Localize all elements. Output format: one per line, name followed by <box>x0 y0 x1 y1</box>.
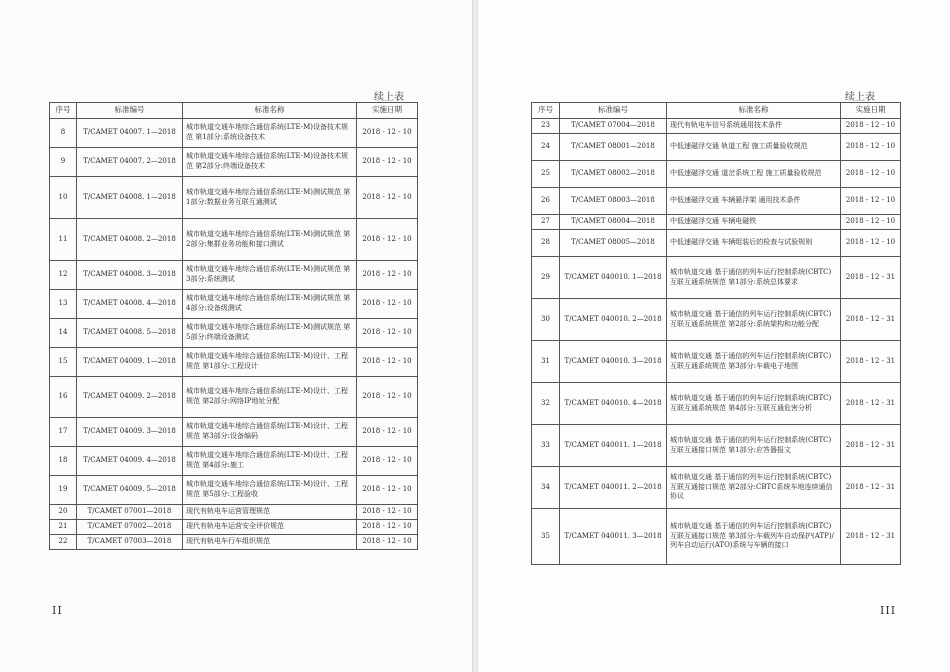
standard-name: 城市轨道交通 基于通信的列车运行控制系统(CBTC)互联互通系统规范 第2部分:系统架构和功能分配 <box>667 299 841 341</box>
table-row <box>50 505 418 520</box>
row-number: 23 <box>532 119 560 134</box>
standard-code: T/CAMET 08001—2018 <box>560 134 667 161</box>
row-number: 34 <box>532 467 560 509</box>
right-standards-table <box>531 102 901 565</box>
table-row <box>50 148 418 177</box>
standard-name: 城市轨道交通 基于通信的列车运行控制系统(CBTC)互联互通接口规范 第2部分:CBTC系统车地连续通信协议 <box>667 467 841 509</box>
row-number: 30 <box>532 299 560 341</box>
table-row <box>50 520 418 535</box>
table-row <box>50 219 418 261</box>
standard-code: T/CAMET 04008. 5—2018 <box>77 319 183 348</box>
implementation-date: 2018 - 12 - 31 <box>841 425 901 467</box>
table-row <box>532 230 901 257</box>
implementation-date: 2018 - 12 - 10 <box>357 348 418 377</box>
table-row <box>50 290 418 319</box>
standard-name: 城市轨道交通 基于通信的列车运行控制系统(CBTC)互联互通系统规范 第4部分:互联互通危害分析 <box>667 383 841 425</box>
standard-code: T/CAMET 07003—2018 <box>77 535 183 550</box>
standard-code: T/CAMET 04008. 1—2018 <box>77 177 183 219</box>
standard-name: 城市轨道交通 基于通信的列车运行控制系统(CBTC)互联互通接口规范 第3部分:车载列车自动保护(ATP)/列车自动运行(ATO)系统与车辆的接口 <box>667 509 841 565</box>
table-row <box>532 299 901 341</box>
table-row <box>532 119 901 134</box>
implementation-date: 2018 - 12 - 10 <box>841 119 901 134</box>
header-no: 序号 <box>50 103 77 119</box>
row-number: 31 <box>532 341 560 383</box>
table-row <box>50 535 418 550</box>
standard-name: 城市轨道交通 基于通信的列车运行控制系统(CBTC)互联互通接口规范 第1部分:应答器报文 <box>667 425 841 467</box>
standard-name: 城市轨道交通车地综合通信系统(LTE-M)测试规范 第4部分:设备级测试 <box>183 290 357 319</box>
implementation-date: 2018 - 12 - 10 <box>357 476 418 505</box>
implementation-date: 2018 - 12 - 10 <box>357 520 418 535</box>
header-code: 标准编号 <box>77 103 183 119</box>
standard-code: T/CAMET 07002—2018 <box>77 520 183 535</box>
standard-code: T/CAMET 040011. 3—2018 <box>560 509 667 565</box>
row-number: 12 <box>50 261 77 290</box>
implementation-date: 2018 - 12 - 10 <box>357 447 418 476</box>
table-row <box>532 134 901 161</box>
row-number: 8 <box>50 119 77 148</box>
standard-code: T/CAMET 040010. 2—2018 <box>560 299 667 341</box>
row-number: 15 <box>50 348 77 377</box>
header-no: 序号 <box>532 103 560 119</box>
standard-name: 城市轨道交通车地综合通信系统(LTE-M)测试规范 第1部分:数据业务互联互通测试 <box>183 177 357 219</box>
standard-name: 城市轨道交通 基于通信的列车运行控制系统(CBTC)互联互通系统规范 第1部分:系统总体要求 <box>667 257 841 299</box>
implementation-date: 2018 - 12 - 31 <box>841 299 901 341</box>
table-row <box>50 447 418 476</box>
table-row <box>532 188 901 215</box>
header-code: 标准编号 <box>560 103 667 119</box>
table-row <box>532 383 901 425</box>
row-number: 25 <box>532 161 560 188</box>
standard-code: T/CAMET 04009. 2—2018 <box>77 377 183 418</box>
standard-code: T/CAMET 040010. 4—2018 <box>560 383 667 425</box>
row-number: 27 <box>532 215 560 230</box>
row-number: 33 <box>532 425 560 467</box>
standard-name: 城市轨道交通车地综合通信系统(LTE-M)设备技术规范 第1部分:系统设备技术 <box>183 119 357 148</box>
implementation-date: 2018 - 12 - 10 <box>841 215 901 230</box>
standard-code: T/CAMET 08003—2018 <box>560 188 667 215</box>
row-number: 13 <box>50 290 77 319</box>
implementation-date: 2018 - 12 - 10 <box>357 219 418 261</box>
table-row <box>532 257 901 299</box>
table-row <box>50 319 418 348</box>
standard-name: 中低速磁浮交通 车辆悬浮架 通用技术条件 <box>667 188 841 215</box>
implementation-date: 2018 - 12 - 10 <box>841 230 901 257</box>
standard-code: T/CAMET 04009. 5—2018 <box>77 476 183 505</box>
standard-name: 中低速磁浮交通 道岔系统工程 施工质量验收规范 <box>667 161 841 188</box>
standard-code: T/CAMET 04007. 2—2018 <box>77 148 183 177</box>
standard-code: T/CAMET 04008. 4—2018 <box>77 290 183 319</box>
left-page-number: II <box>52 604 63 617</box>
standard-name: 现代有轨电车信号系统通用技术条件 <box>667 119 841 134</box>
table-row <box>50 348 418 377</box>
standard-name: 现代有轨电车运营管理规范 <box>183 505 357 520</box>
implementation-date: 2018 - 12 - 10 <box>357 505 418 520</box>
implementation-date: 2018 - 12 - 10 <box>841 161 901 188</box>
header-date: 实施日期 <box>357 103 418 119</box>
row-number: 11 <box>50 219 77 261</box>
standard-name: 城市轨道交通车地综合通信系统(LTE-M)设计、工程规范 第1部分:工程设计 <box>183 348 357 377</box>
standard-name: 现代有轨电车运营安全评价规范 <box>183 520 357 535</box>
standard-code: T/CAMET 08004—2018 <box>560 215 667 230</box>
implementation-date: 2018 - 12 - 10 <box>357 535 418 550</box>
standard-name: 中低速磁浮交通 车辆组装后的检查与试验规则 <box>667 230 841 257</box>
table-row <box>50 177 418 219</box>
standard-name: 中低速磁浮交通 车辆电磁铁 <box>667 215 841 230</box>
table-header-row <box>50 103 418 119</box>
implementation-date: 2018 - 12 - 10 <box>357 177 418 219</box>
table-row <box>532 341 901 383</box>
row-number: 22 <box>50 535 77 550</box>
row-number: 35 <box>532 509 560 565</box>
right-page-number: III <box>880 604 897 617</box>
standard-name: 城市轨道交通车地综合通信系统(LTE-M)测试规范 第5部分:终端设备测试 <box>183 319 357 348</box>
row-number: 28 <box>532 230 560 257</box>
implementation-date: 2018 - 12 - 10 <box>357 377 418 418</box>
table-row <box>532 425 901 467</box>
standard-name: 城市轨道交通车地综合通信系统(LTE-M)设计、工程规范 第4部分:施工 <box>183 447 357 476</box>
standard-code: T/CAMET 040011. 1—2018 <box>560 425 667 467</box>
row-number: 9 <box>50 148 77 177</box>
table-row <box>50 476 418 505</box>
table-row <box>532 509 901 565</box>
standard-code: T/CAMET 04009. 3—2018 <box>77 418 183 447</box>
implementation-date: 2018 - 12 - 10 <box>357 418 418 447</box>
header-name: 标准名称 <box>667 103 841 119</box>
implementation-date: 2018 - 12 - 10 <box>357 290 418 319</box>
row-number: 14 <box>50 319 77 348</box>
standard-name: 城市轨道交通车地综合通信系统(LTE-M)设计、工程规范 第5部分:工程验收 <box>183 476 357 505</box>
implementation-date: 2018 - 12 - 10 <box>841 134 901 161</box>
row-number: 24 <box>532 134 560 161</box>
table-row <box>50 377 418 418</box>
implementation-date: 2018 - 12 - 10 <box>357 261 418 290</box>
standard-code: T/CAMET 04008. 3—2018 <box>77 261 183 290</box>
table-row <box>50 119 418 148</box>
left-continued-label: 续上表 <box>374 92 404 103</box>
row-number: 26 <box>532 188 560 215</box>
right-continued-label: 续上表 <box>845 92 875 103</box>
standard-name: 现代有轨电车行车组织规范 <box>183 535 357 550</box>
implementation-date: 2018 - 12 - 31 <box>841 341 901 383</box>
table-row <box>532 467 901 509</box>
row-number: 21 <box>50 520 77 535</box>
row-number: 10 <box>50 177 77 219</box>
implementation-date: 2018 - 12 - 10 <box>357 319 418 348</box>
standard-code: T/CAMET 04008. 2—2018 <box>77 219 183 261</box>
standard-name: 城市轨道交通车地综合通信系统(LTE-M)设计、工程规范 第3部分:设备编码 <box>183 418 357 447</box>
row-number: 16 <box>50 377 77 418</box>
row-number: 18 <box>50 447 77 476</box>
header-name: 标准名称 <box>183 103 357 119</box>
row-number: 19 <box>50 476 77 505</box>
implementation-date: 2018 - 12 - 31 <box>841 383 901 425</box>
table-row <box>50 418 418 447</box>
standard-code: T/CAMET 04007. 1—2018 <box>77 119 183 148</box>
standard-code: T/CAMET 07001—2018 <box>77 505 183 520</box>
row-number: 32 <box>532 383 560 425</box>
standard-name: 城市轨道交通车地综合通信系统(LTE-M)测试规范 第2部分:集群业务功能和接口测试 <box>183 219 357 261</box>
table-row <box>532 215 901 230</box>
standard-name: 城市轨道交通车地综合通信系统(LTE-M)设备技术规范 第2部分:终端设备技术 <box>183 148 357 177</box>
header-date: 实施日期 <box>841 103 901 119</box>
standard-code: T/CAMET 08002—2018 <box>560 161 667 188</box>
implementation-date: 2018 - 12 - 31 <box>841 257 901 299</box>
standard-code: T/CAMET 040010. 3—2018 <box>560 341 667 383</box>
implementation-date: 2018 - 12 - 31 <box>841 467 901 509</box>
table-row <box>50 261 418 290</box>
standard-name: 中低速磁浮交通 轨道工程 施工质量验收规范 <box>667 134 841 161</box>
implementation-date: 2018 - 12 - 10 <box>841 188 901 215</box>
standard-name: 城市轨道交通车地综合通信系统(LTE-M)设计、工程规范 第2部分:网络IP地址分配 <box>183 377 357 418</box>
row-number: 17 <box>50 418 77 447</box>
implementation-date: 2018 - 12 - 31 <box>841 509 901 565</box>
table-row <box>532 161 901 188</box>
standard-name: 城市轨道交通车地综合通信系统(LTE-M)测试规范 第3部分:系统测试 <box>183 261 357 290</box>
left-standards-table <box>49 102 418 550</box>
implementation-date: 2018 - 12 - 10 <box>357 148 418 177</box>
standard-code: T/CAMET 08005—2018 <box>560 230 667 257</box>
implementation-date: 2018 - 12 - 10 <box>357 119 418 148</box>
standard-code: T/CAMET 04009. 1—2018 <box>77 348 183 377</box>
row-number: 29 <box>532 257 560 299</box>
row-number: 20 <box>50 505 77 520</box>
table-header-row <box>532 103 901 119</box>
standard-code: T/CAMET 07004—2018 <box>560 119 667 134</box>
standard-code: T/CAMET 04009. 4—2018 <box>77 447 183 476</box>
standard-name: 城市轨道交通 基于通信的列车运行控制系统(CBTC)互联互通系统规范 第3部分:车载电子地图 <box>667 341 841 383</box>
standard-code: T/CAMET 040011. 2—2018 <box>560 467 667 509</box>
standard-code: T/CAMET 040010. 1—2018 <box>560 257 667 299</box>
